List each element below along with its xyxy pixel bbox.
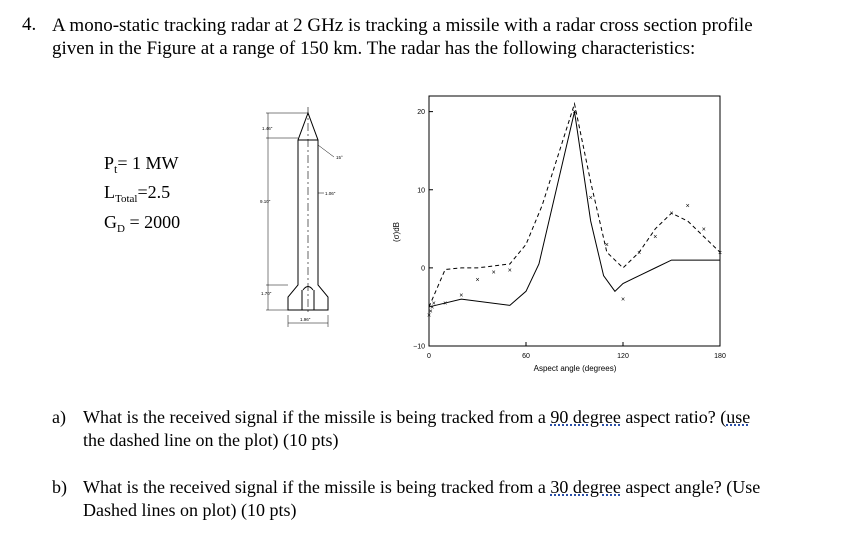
data-point-x: × <box>572 109 577 117</box>
data-point-x: × <box>507 267 512 275</box>
x-tick-label: 120 <box>617 353 629 360</box>
data-point-x: × <box>717 249 723 257</box>
x-tick-label: 60 <box>522 353 530 360</box>
data-point-x: × <box>443 300 448 308</box>
dim-label: 15° <box>336 155 343 160</box>
data-point-x: × <box>620 296 626 304</box>
rcs-plot <box>380 92 740 382</box>
data-point-x: × <box>669 210 674 218</box>
radar-parameters <box>104 152 180 241</box>
data-point-x: × <box>637 249 642 257</box>
dim-label: 1.06" <box>325 191 336 196</box>
data-point-x: × <box>475 277 480 285</box>
x-tick-label: 180 <box>714 353 726 360</box>
data-point-x: × <box>491 269 496 277</box>
dim-label: 9.10" <box>260 199 271 204</box>
transmit-power: $P_t= 1$ MW <box>104 153 179 176</box>
data-point-x: × <box>431 300 436 308</box>
data-point-x: × <box>685 202 690 210</box>
data-point-x: × <box>653 234 658 242</box>
x-axis-label: Aspect angle (degrees) <box>533 364 617 373</box>
y-axis-label: (σ)dB <box>392 221 401 243</box>
missile-diagram <box>258 105 358 335</box>
data-point-x: × <box>426 312 432 320</box>
solid-line <box>429 112 723 307</box>
plot-frame <box>426 96 723 346</box>
data-point-x: × <box>604 241 609 249</box>
y-tick-label: 10 <box>417 187 425 195</box>
dim-label: 1.96" <box>300 317 311 322</box>
data-point-x: × <box>459 292 464 300</box>
question-text: A mono-static tracking radar at 2 GHz is tracking a missile with a radar cross section profile given in the Figure at a range of 150 km. The radar has the following characteristics: <box>52 15 753 59</box>
data-point-x: × <box>430 304 435 312</box>
antenna-gain: $G_D = 2000$ <box>104 212 181 235</box>
dim-label: 1.46" <box>262 126 273 131</box>
data-point-x: × <box>701 226 706 234</box>
y-tick-label: 20 <box>417 109 425 117</box>
data-point-x: × <box>428 308 433 316</box>
dim-label: 1.70" <box>261 291 272 296</box>
y-tick-label: −10 <box>413 343 425 351</box>
x-tick-label: 0 <box>427 353 431 360</box>
question-number: 4. <box>22 14 37 35</box>
data-point-x: × <box>588 195 593 203</box>
total-loss: $L_{Total}=2.5$ <box>104 182 171 205</box>
y-tick-label: 0 <box>421 265 425 273</box>
dashed-line <box>429 104 723 307</box>
